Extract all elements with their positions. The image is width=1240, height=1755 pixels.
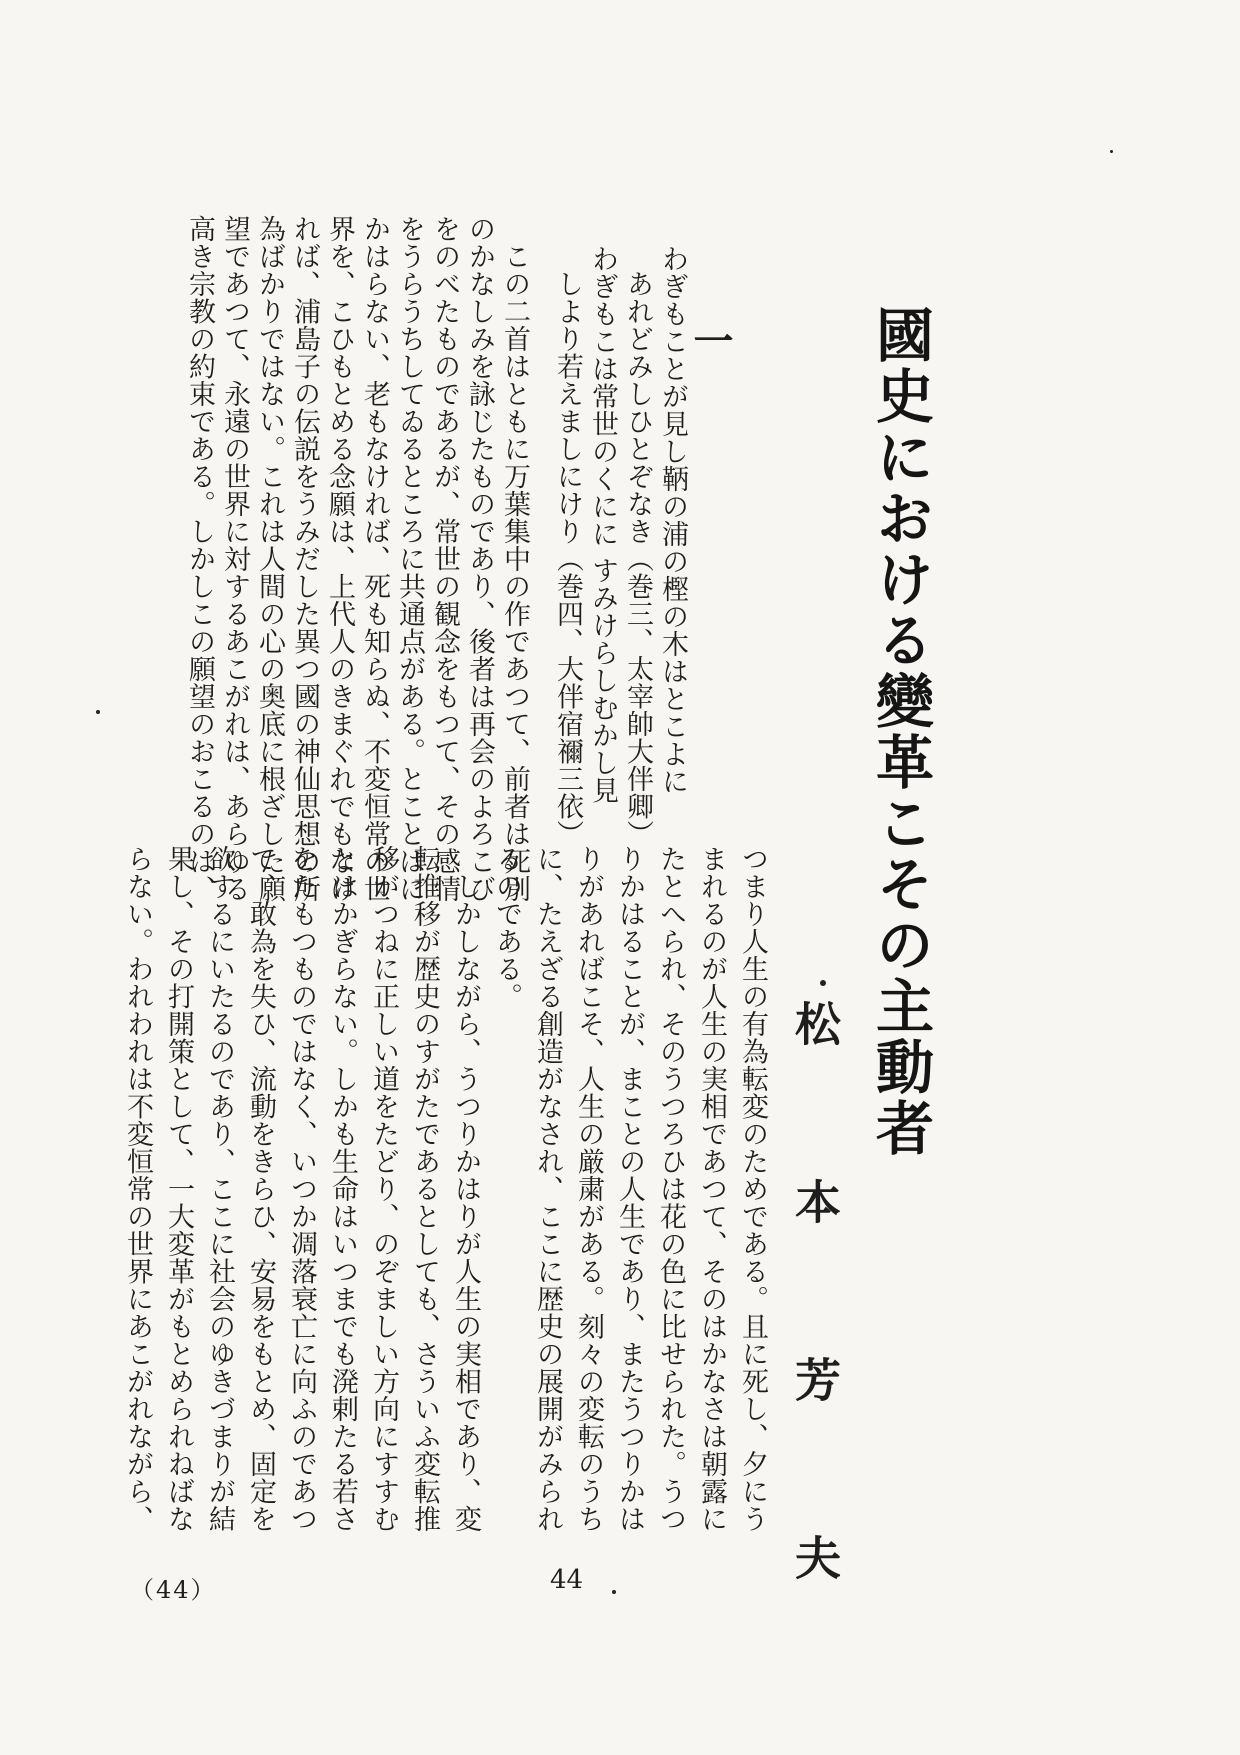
author-name: 松 本 芳 夫: [788, 1000, 842, 1639]
page-number-bracketed: （44）: [130, 1576, 217, 1604]
text-line: りがあればこそ、人生の厳粛がある。刻々の変転のうち: [573, 845, 604, 1533]
text-line: 望であつて、永遠の世界に対するあこがれは、あらゆる: [219, 215, 250, 903]
text-line: 界を、こひもとめる念願は、上代人のきまぐれでもなけ: [324, 215, 355, 903]
scan-speck: [612, 1590, 616, 1594]
text-line: に、たえざる創造がなされ、ここに歴史の展開がみられ: [532, 845, 563, 1533]
text-line: をのべたものであるが、常世の観念をもつて、その感情: [429, 215, 460, 903]
text-line: 高き宗教の約束である。しかしこの願望のおこるのは、: [184, 215, 215, 903]
text-line: りかはることが、まことの人生であり、またうつりかは: [614, 845, 645, 1533]
text-line: るのである。: [491, 845, 522, 1010]
text-line: のかなしみを詠じたものであり、後者は再会のよろこび: [464, 215, 495, 903]
text-line: をたもつものではなく、いつか凋落衰亡に向ふのであつ: [286, 845, 317, 1533]
lower-text-block: [120, 845, 770, 1533]
scan-speck: [96, 710, 100, 714]
text-line: 為ばかりではない。これは人間の心の奥底に根ざした願: [254, 215, 285, 903]
text-line: たとへられ、そのうつろひは花の色に比せられた。うつ: [655, 845, 686, 1533]
text-line: かはらない、老もなければ、死も知らぬ、不変恒常の世: [359, 215, 390, 903]
text-line: この二首はともに万葉集中の作であつて、前者は死別: [499, 215, 530, 903]
poem-line: わぎもことが見し鞆の浦の樫の木はとこよに: [657, 245, 688, 795]
scan-speck: [1110, 150, 1113, 153]
text-line: らない。われわれは不変恒常の世界にあこがれながら、: [122, 845, 153, 1533]
text-line: れば、浦島子の伝説をうみだした異つ國の神仙思想の所: [289, 215, 320, 903]
page-number: 44: [550, 1565, 584, 1595]
article-title: 國史における變革こその主動者: [866, 305, 934, 1159]
poem-line: わぎもこは常世のくにに すみけらしむかし見: [587, 245, 618, 805]
poem-line: あれどみしひとぞなき（巻三、太宰帥大伴卿）: [622, 270, 653, 848]
text-line: て、敢為を失ひ、流動をきらひ、安易をもとめ、固定を: [245, 845, 276, 1533]
text-line: 果し、その打開策として、一大変革がもとめられねばな: [163, 845, 194, 1533]
upper-text-block: [182, 215, 690, 903]
text-line: しかしながら、うつりかはりが人生の実相であり、変: [450, 845, 481, 1533]
text-line: をうらうちしてゐるところに共通点がある。とことはに: [394, 215, 425, 903]
poem-line: しより若えましにけり（巻四、大伴宿禰三依）: [552, 270, 583, 848]
section-number: 一: [687, 320, 734, 360]
text-line: 転推移が歴史のすがたであるとしても、さういふ変転推: [409, 845, 440, 1533]
text-line: とはかぎらない。しかも生命はいつまでも溌剌たる若さ: [327, 845, 358, 1533]
text-line: つまり人生の有為転変のためである。且に死し、夕にう: [737, 845, 768, 1533]
text-line: まれるのが人生の実相であつて、そのはかなさは朝露に: [696, 845, 727, 1533]
text-line: 欲するにいたるのであり、ここに社会のゆきづまりが結: [204, 845, 235, 1533]
scan-speck: [820, 980, 826, 986]
column-gap: [532, 215, 550, 815]
text-line: 移がつねに正しい道をたどり、のぞましい方向にすすむ: [368, 845, 399, 1533]
